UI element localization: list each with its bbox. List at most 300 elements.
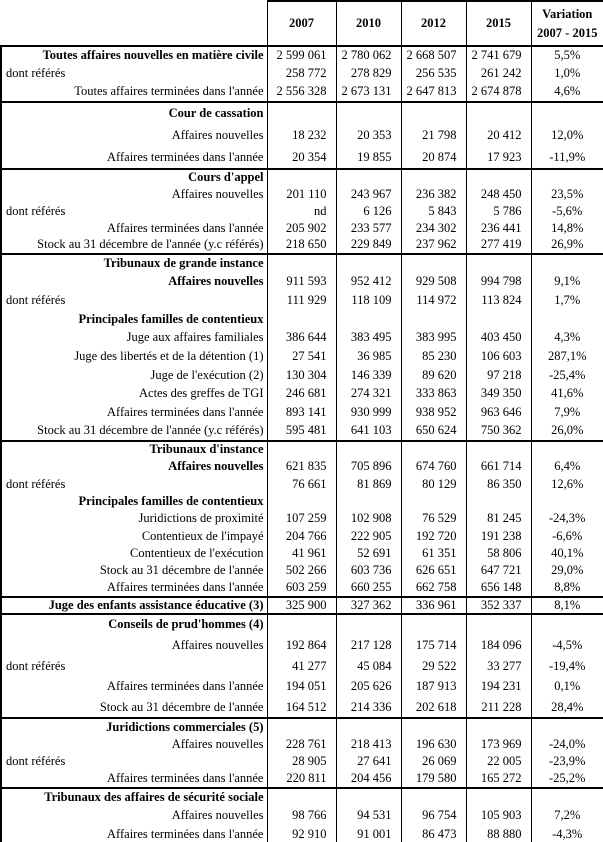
section-prudhommes xyxy=(1,614,603,718)
header-row xyxy=(1,1,603,46)
value-cell-2010: 6 126 xyxy=(336,203,401,220)
value-cell-2010: 2 673 131 xyxy=(336,83,401,102)
value-cell-2007: 201 110 xyxy=(267,186,336,203)
value-cell-2010: 641 103 xyxy=(336,422,401,441)
value-cell-2012: 662 758 xyxy=(401,580,466,597)
variation-cell xyxy=(531,102,603,124)
variation-cell: -23,9% xyxy=(531,753,603,771)
value-cell-2012: 21 798 xyxy=(401,124,466,146)
value-cell-2015: 97 218 xyxy=(466,366,531,385)
value-cell-2012: 234 302 xyxy=(401,220,466,237)
value-cell-2007: 92 910 xyxy=(267,825,336,842)
value-cell-2015: 277 419 xyxy=(466,237,531,254)
variation-cell: 8,1% xyxy=(531,597,603,614)
value-cell-2007: 220 811 xyxy=(267,771,336,789)
value-cell-2012: 237 962 xyxy=(401,237,466,254)
variation-cell xyxy=(531,788,603,807)
row-label-cell: Toutes affaires nouvelles en matière civile xyxy=(1,46,267,65)
row-label-cell: Juge aux affaires familiales xyxy=(1,328,267,347)
value-cell-2010: 204 456 xyxy=(336,771,401,789)
value-cell-2015 xyxy=(466,310,531,329)
value-cell-2012: 196 630 xyxy=(401,736,466,754)
value-cell-2015: 963 646 xyxy=(466,403,531,422)
variation-header-line1: Variation xyxy=(542,7,593,22)
table-row xyxy=(1,291,603,310)
value-cell-2012: 674 760 xyxy=(401,458,466,475)
value-cell-2007: 27 541 xyxy=(267,347,336,366)
value-cell-2015: 2 741 679 xyxy=(466,46,531,65)
variation-cell: 8,8% xyxy=(531,580,603,597)
table-row xyxy=(1,614,603,635)
variation-cell: 6,4% xyxy=(531,458,603,475)
row-label-cell: Affaires nouvelles xyxy=(1,736,267,754)
row-label-cell: Stock au 31 décembre de l'année xyxy=(1,562,267,579)
table-row xyxy=(1,510,603,527)
table-row xyxy=(1,753,603,771)
variation-cell: -24,0% xyxy=(531,736,603,754)
table-row xyxy=(1,528,603,545)
row-label-cell: Conseils de prud'hommes (4) xyxy=(1,614,267,635)
value-cell-2012 xyxy=(401,788,466,807)
row-label-cell: Affaires terminées dans l'année xyxy=(1,771,267,789)
value-cell-2015: 656 148 xyxy=(466,580,531,597)
row-label-cell: Affaires terminées dans l'année xyxy=(1,676,267,697)
value-cell-2012: 938 952 xyxy=(401,403,466,422)
value-cell-2012: 929 508 xyxy=(401,272,466,291)
table-row xyxy=(1,656,603,677)
section-juge-enfants xyxy=(1,597,603,614)
value-cell-2012 xyxy=(401,254,466,273)
table-row xyxy=(1,597,603,614)
value-cell-2007: 621 835 xyxy=(267,458,336,475)
value-cell-2015: 248 450 xyxy=(466,186,531,203)
value-cell-2010: 146 339 xyxy=(336,366,401,385)
row-label-cell: dont référés xyxy=(1,291,267,310)
value-cell-2012: 192 720 xyxy=(401,528,466,545)
value-cell-2007: 28 905 xyxy=(267,753,336,771)
table-row xyxy=(1,65,603,84)
variation-cell: -19,4% xyxy=(531,656,603,677)
value-cell-2010 xyxy=(336,169,401,186)
value-cell-2012: 333 863 xyxy=(401,384,466,403)
variation-cell: -25,2% xyxy=(531,771,603,789)
row-label-cell: Affaires terminées dans l'année xyxy=(1,146,267,168)
value-cell-2010: 52 691 xyxy=(336,545,401,562)
table-row xyxy=(1,676,603,697)
value-cell-2010: 20 353 xyxy=(336,124,401,146)
value-cell-2015: 352 337 xyxy=(466,597,531,614)
row-label-cell: Affaires nouvelles xyxy=(1,807,267,826)
section-cassation xyxy=(1,102,603,169)
value-cell-2007: 41 961 xyxy=(267,545,336,562)
value-cell-2010: 278 829 xyxy=(336,65,401,84)
value-cell-2007: 41 277 xyxy=(267,656,336,677)
value-cell-2007 xyxy=(267,614,336,635)
value-cell-2007 xyxy=(267,169,336,186)
table-row xyxy=(1,46,603,65)
value-cell-2012: 2 647 813 xyxy=(401,83,466,102)
value-cell-2010: 45 084 xyxy=(336,656,401,677)
variation-cell: -24,3% xyxy=(531,510,603,527)
variation-cell: 41,6% xyxy=(531,384,603,403)
table-row xyxy=(1,237,603,254)
row-label-cell: Contentieux de l'impayé xyxy=(1,528,267,545)
table-row xyxy=(1,220,603,237)
row-label-cell: dont référés xyxy=(1,65,267,84)
row-label-cell: Affaires nouvelles xyxy=(1,635,267,656)
value-cell-2010: 952 412 xyxy=(336,272,401,291)
value-cell-2010: 91 001 xyxy=(336,825,401,842)
value-cell-2010: 705 896 xyxy=(336,458,401,475)
value-cell-2012: 383 995 xyxy=(401,328,466,347)
value-cell-2007: 325 900 xyxy=(267,597,336,614)
value-cell-2007: 130 304 xyxy=(267,366,336,385)
row-label-cell: Tribunaux des affaires de sécurité sociale xyxy=(1,788,267,807)
value-cell-2012: 175 714 xyxy=(401,635,466,656)
table-row xyxy=(1,272,603,291)
table-row xyxy=(1,771,603,789)
value-cell-2015 xyxy=(466,169,531,186)
table-row xyxy=(1,254,603,273)
value-cell-2010: 118 109 xyxy=(336,291,401,310)
variation-cell xyxy=(531,169,603,186)
row-label-cell: Contentieux de l'exécution xyxy=(1,545,267,562)
table-row xyxy=(1,580,603,597)
value-cell-2015: 349 350 xyxy=(466,384,531,403)
value-cell-2010 xyxy=(336,614,401,635)
value-cell-2007 xyxy=(267,718,336,736)
value-cell-2015: 750 362 xyxy=(466,422,531,441)
value-cell-2015 xyxy=(466,614,531,635)
value-cell-2015: 647 721 xyxy=(466,562,531,579)
value-cell-2015: 106 603 xyxy=(466,347,531,366)
value-cell-2015 xyxy=(466,788,531,807)
value-cell-2012 xyxy=(401,614,466,635)
value-cell-2010: 229 849 xyxy=(336,237,401,254)
row-label-cell: Juge de l'exécution (2) xyxy=(1,366,267,385)
table-row xyxy=(1,736,603,754)
value-cell-2007: 218 650 xyxy=(267,237,336,254)
value-cell-2015: 173 969 xyxy=(466,736,531,754)
value-cell-2015: 113 824 xyxy=(466,291,531,310)
value-cell-2007 xyxy=(267,102,336,124)
row-label-cell: Affaires nouvelles xyxy=(1,272,267,291)
value-cell-2010 xyxy=(336,788,401,807)
row-label-cell: Affaires terminées dans l'année xyxy=(1,825,267,842)
variation-cell xyxy=(531,254,603,273)
row-label-cell: Tribunaux de grande instance xyxy=(1,254,267,273)
row-label-cell: Affaires terminées dans l'année xyxy=(1,403,267,422)
value-cell-2007: 228 761 xyxy=(267,736,336,754)
value-cell-2015 xyxy=(466,254,531,273)
table-row xyxy=(1,441,603,458)
value-cell-2012: 20 874 xyxy=(401,146,466,168)
row-label-cell: Juge des enfants assistance éducative (3) xyxy=(1,597,267,614)
section-commerciales xyxy=(1,718,603,788)
value-cell-2012: 26 069 xyxy=(401,753,466,771)
section-tass xyxy=(1,788,603,842)
section-tgi xyxy=(1,254,603,441)
section-appel xyxy=(1,169,603,254)
table-row xyxy=(1,124,603,146)
value-cell-2012: 76 529 xyxy=(401,510,466,527)
value-cell-2007: 192 864 xyxy=(267,635,336,656)
value-cell-2015: 5 786 xyxy=(466,203,531,220)
row-label-cell: Tribunaux d'instance xyxy=(1,441,267,458)
variation-cell: -5,6% xyxy=(531,203,603,220)
variation-cell: 4,6% xyxy=(531,83,603,102)
value-cell-2007: 205 902 xyxy=(267,220,336,237)
row-label-cell: Affaires nouvelles xyxy=(1,186,267,203)
value-cell-2012: 114 972 xyxy=(401,291,466,310)
value-cell-2010: 217 128 xyxy=(336,635,401,656)
value-cell-2007: 98 766 xyxy=(267,807,336,826)
value-cell-2010: 603 736 xyxy=(336,562,401,579)
table-row xyxy=(1,403,603,422)
table-row xyxy=(1,83,603,102)
row-label-cell: Affaires terminées dans l'année xyxy=(1,580,267,597)
value-cell-2007: 386 644 xyxy=(267,328,336,347)
variation-header-line2: 2007 - 2015 xyxy=(537,25,598,40)
value-cell-2007: 246 681 xyxy=(267,384,336,403)
section-ti xyxy=(1,441,603,598)
value-cell-2015: 81 245 xyxy=(466,510,531,527)
value-cell-2012: 89 620 xyxy=(401,366,466,385)
value-cell-2015: 17 923 xyxy=(466,146,531,168)
value-cell-2010 xyxy=(336,102,401,124)
row-label-cell: Cours d'appel xyxy=(1,169,267,186)
value-cell-2015 xyxy=(466,102,531,124)
value-cell-2015 xyxy=(466,441,531,458)
value-cell-2010 xyxy=(336,718,401,736)
value-cell-2015: 86 350 xyxy=(466,475,531,492)
row-label-cell: Stock au 31 décembre de l'année (y.c référés) xyxy=(1,422,267,441)
variation-cell xyxy=(531,493,603,510)
value-cell-2010 xyxy=(336,254,401,273)
value-cell-2015: 88 880 xyxy=(466,825,531,842)
value-cell-2010: 19 855 xyxy=(336,146,401,168)
table-row xyxy=(1,458,603,475)
value-cell-2015: 261 242 xyxy=(466,65,531,84)
value-cell-2007: 107 259 xyxy=(267,510,336,527)
table-row xyxy=(1,788,603,807)
value-cell-2007 xyxy=(267,254,336,273)
table-row xyxy=(1,146,603,168)
row-label-cell: Stock au 31 décembre de l'année (y.c référés) xyxy=(1,237,267,254)
table-row xyxy=(1,347,603,366)
value-cell-2010 xyxy=(336,441,401,458)
value-cell-2007: nd xyxy=(267,203,336,220)
value-cell-2010: 27 641 xyxy=(336,753,401,771)
row-label-cell: Affaires nouvelles xyxy=(1,124,267,146)
value-cell-2007: 204 766 xyxy=(267,528,336,545)
variation-cell: 14,8% xyxy=(531,220,603,237)
table-row xyxy=(1,718,603,736)
value-cell-2015: 165 272 xyxy=(466,771,531,789)
variation-cell: 287,1% xyxy=(531,347,603,366)
row-label-cell: Affaires terminées dans l'année xyxy=(1,220,267,237)
value-cell-2010: 660 255 xyxy=(336,580,401,597)
value-cell-2015: 661 714 xyxy=(466,458,531,475)
value-cell-2010: 214 336 xyxy=(336,697,401,718)
value-cell-2012 xyxy=(401,102,466,124)
row-label-cell: Cour de cassation xyxy=(1,102,267,124)
value-cell-2010: 222 905 xyxy=(336,528,401,545)
variation-cell: 1,7% xyxy=(531,291,603,310)
variation-cell: 28,4% xyxy=(531,697,603,718)
table-row xyxy=(1,328,603,347)
value-cell-2015: 194 231 xyxy=(466,676,531,697)
value-cell-2015: 403 450 xyxy=(466,328,531,347)
table-row xyxy=(1,384,603,403)
variation-cell: 23,5% xyxy=(531,186,603,203)
table-row xyxy=(1,493,603,510)
value-cell-2012: 256 535 xyxy=(401,65,466,84)
value-cell-2007: 603 259 xyxy=(267,580,336,597)
variation-cell: 0,1% xyxy=(531,676,603,697)
year-header-2010: 2010 xyxy=(336,1,401,46)
value-cell-2015: 105 903 xyxy=(466,807,531,826)
year-header-2007: 2007 xyxy=(267,1,336,46)
row-label-cell: Stock au 31 décembre de l'année xyxy=(1,697,267,718)
value-cell-2012: 85 230 xyxy=(401,347,466,366)
value-cell-2012 xyxy=(401,169,466,186)
value-cell-2015: 236 441 xyxy=(466,220,531,237)
value-cell-2007: 194 051 xyxy=(267,676,336,697)
value-cell-2007: 595 481 xyxy=(267,422,336,441)
value-cell-2015 xyxy=(466,493,531,510)
variation-cell: 4,3% xyxy=(531,328,603,347)
value-cell-2012 xyxy=(401,441,466,458)
variation-cell: 29,0% xyxy=(531,562,603,579)
table-row xyxy=(1,825,603,842)
year-header-2012: 2012 xyxy=(401,1,466,46)
variation-header xyxy=(531,1,603,46)
table-row xyxy=(1,422,603,441)
variation-cell: 9,1% xyxy=(531,272,603,291)
value-cell-2010 xyxy=(336,310,401,329)
value-cell-2012: 2 668 507 xyxy=(401,46,466,65)
value-cell-2010: 383 495 xyxy=(336,328,401,347)
row-label-cell: Toutes affaires terminées dans l'année xyxy=(1,83,267,102)
row-label-cell: Principales familles de contentieux xyxy=(1,310,267,329)
value-cell-2012: 86 473 xyxy=(401,825,466,842)
variation-cell: 12,6% xyxy=(531,475,603,492)
variation-cell: 12,0% xyxy=(531,124,603,146)
table-row xyxy=(1,562,603,579)
table-header xyxy=(1,1,603,46)
row-label-cell: Juridictions commerciales (5) xyxy=(1,718,267,736)
value-cell-2012: 202 618 xyxy=(401,697,466,718)
table-row xyxy=(1,366,603,385)
value-cell-2010: 94 531 xyxy=(336,807,401,826)
variation-cell: 5,5% xyxy=(531,46,603,65)
value-cell-2007: 164 512 xyxy=(267,697,336,718)
value-cell-2007 xyxy=(267,788,336,807)
variation-cell xyxy=(531,718,603,736)
row-label-cell: dont référés xyxy=(1,475,267,492)
variation-cell: 26,0% xyxy=(531,422,603,441)
row-label-cell: Juridictions de proximité xyxy=(1,510,267,527)
value-cell-2015: 191 238 xyxy=(466,528,531,545)
value-cell-2015: 33 277 xyxy=(466,656,531,677)
table-row xyxy=(1,310,603,329)
table-row xyxy=(1,697,603,718)
value-cell-2010: 274 321 xyxy=(336,384,401,403)
value-cell-2015: 2 674 878 xyxy=(466,83,531,102)
table-row xyxy=(1,545,603,562)
value-cell-2010: 36 985 xyxy=(336,347,401,366)
variation-cell: -4,3% xyxy=(531,825,603,842)
variation-cell: 7,2% xyxy=(531,807,603,826)
value-cell-2012: 626 651 xyxy=(401,562,466,579)
value-cell-2012: 336 961 xyxy=(401,597,466,614)
table-row xyxy=(1,169,603,186)
value-cell-2015: 58 806 xyxy=(466,545,531,562)
value-cell-2015: 20 412 xyxy=(466,124,531,146)
value-cell-2015 xyxy=(466,718,531,736)
value-cell-2007: 2 599 061 xyxy=(267,46,336,65)
value-cell-2012: 187 913 xyxy=(401,676,466,697)
variation-cell xyxy=(531,310,603,329)
table-row xyxy=(1,807,603,826)
value-cell-2012: 61 351 xyxy=(401,545,466,562)
variation-cell: 7,9% xyxy=(531,403,603,422)
variation-cell: 1,0% xyxy=(531,65,603,84)
value-cell-2007: 893 141 xyxy=(267,403,336,422)
variation-cell xyxy=(531,441,603,458)
value-cell-2007: 502 266 xyxy=(267,562,336,579)
corner-header-cell xyxy=(1,1,267,46)
value-cell-2012: 29 522 xyxy=(401,656,466,677)
value-cell-2007: 20 354 xyxy=(267,146,336,168)
value-cell-2010: 327 362 xyxy=(336,597,401,614)
table-row xyxy=(1,203,603,220)
value-cell-2012 xyxy=(401,310,466,329)
row-label-cell: Principales familles de contentieux xyxy=(1,493,267,510)
row-label-cell: Actes des greffes de TGI xyxy=(1,384,267,403)
value-cell-2010: 102 908 xyxy=(336,510,401,527)
value-cell-2007 xyxy=(267,441,336,458)
value-cell-2012 xyxy=(401,493,466,510)
value-cell-2007: 911 593 xyxy=(267,272,336,291)
value-cell-2015: 994 798 xyxy=(466,272,531,291)
value-cell-2007 xyxy=(267,493,336,510)
row-label-cell: Affaires nouvelles xyxy=(1,458,267,475)
value-cell-2010: 233 577 xyxy=(336,220,401,237)
value-cell-2015: 211 228 xyxy=(466,697,531,718)
table-row xyxy=(1,186,603,203)
value-cell-2010: 218 413 xyxy=(336,736,401,754)
row-label-cell: Juge des libertés et de la détention (1) xyxy=(1,347,267,366)
value-cell-2010 xyxy=(336,493,401,510)
value-cell-2012: 179 580 xyxy=(401,771,466,789)
value-cell-2012: 80 129 xyxy=(401,475,466,492)
row-label-cell: dont référés xyxy=(1,656,267,677)
value-cell-2010: 81 869 xyxy=(336,475,401,492)
value-cell-2007: 111 929 xyxy=(267,291,336,310)
value-cell-2010: 2 780 062 xyxy=(336,46,401,65)
table-row xyxy=(1,102,603,124)
value-cell-2007 xyxy=(267,310,336,329)
row-label-cell: dont référés xyxy=(1,753,267,771)
variation-cell: 26,9% xyxy=(531,237,603,254)
value-cell-2012 xyxy=(401,718,466,736)
variation-cell xyxy=(531,614,603,635)
value-cell-2012: 236 382 xyxy=(401,186,466,203)
year-header-2015: 2015 xyxy=(466,1,531,46)
value-cell-2012: 650 624 xyxy=(401,422,466,441)
